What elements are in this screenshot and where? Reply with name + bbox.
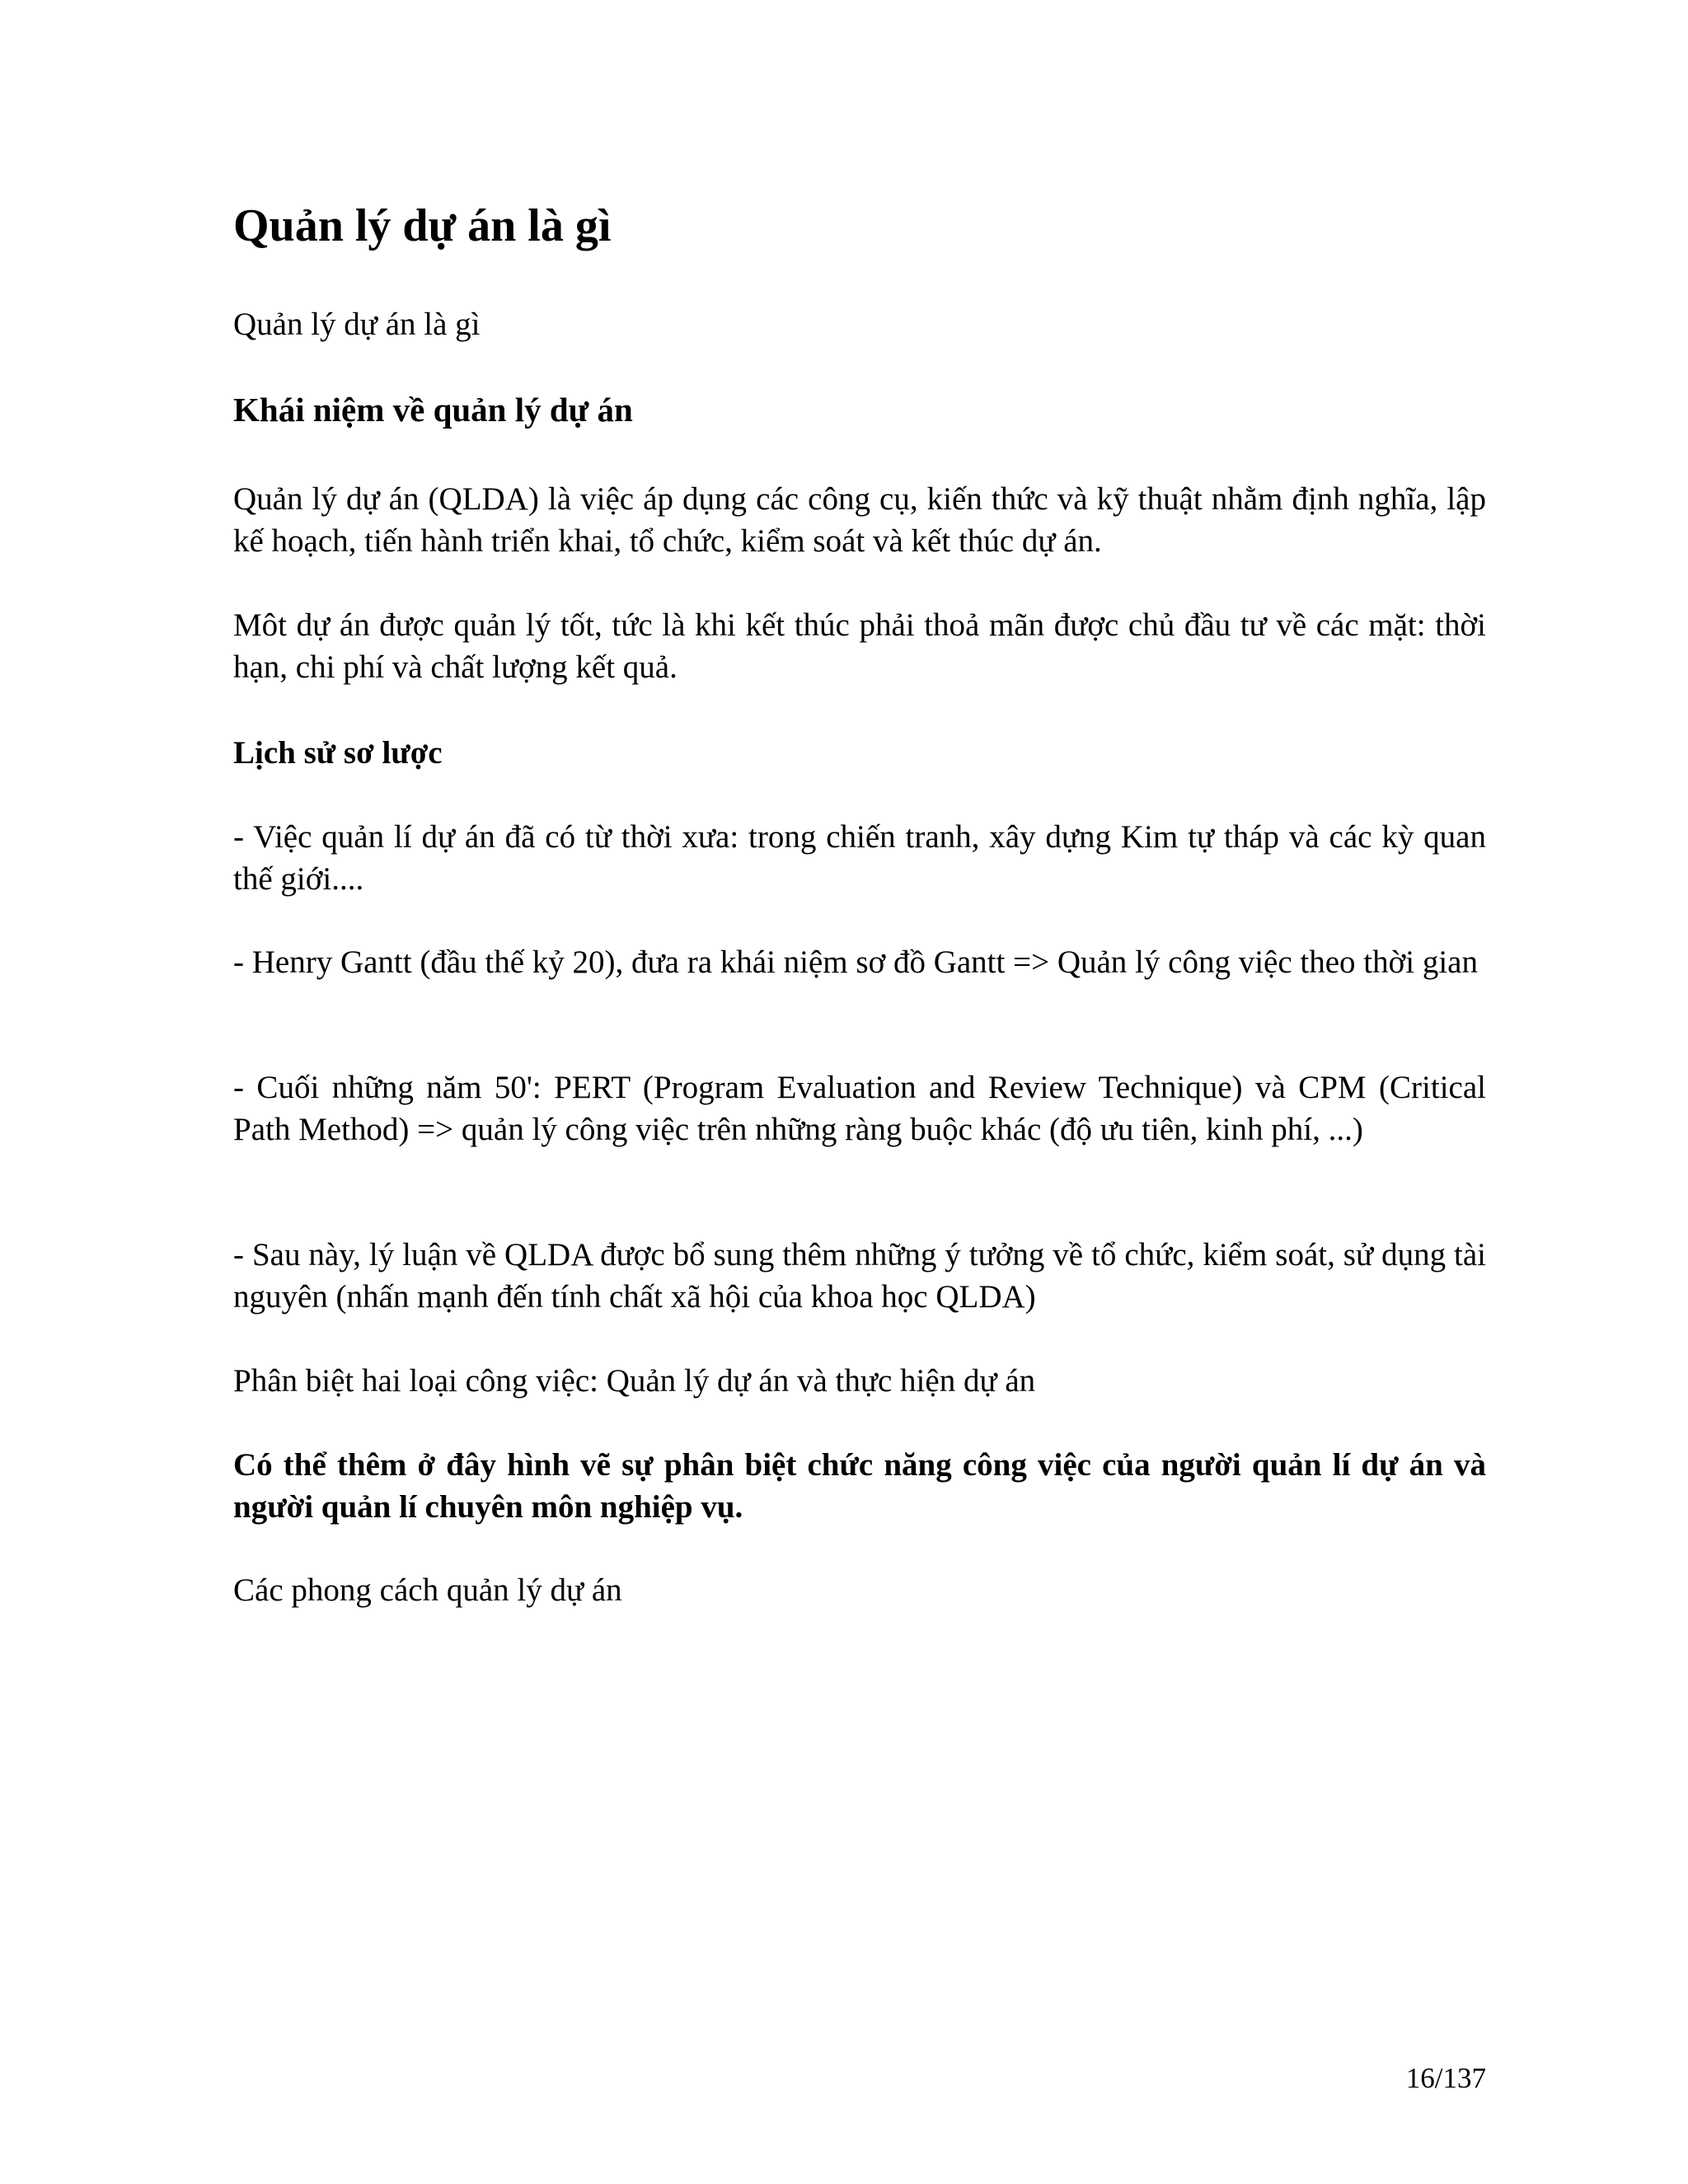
document-page	[233, 0, 1486, 2184]
section-heading: Khái niệm về quản lý dự án	[233, 391, 633, 429]
history-item-pert-cpm: - Cuối những năm 50': PERT (Program Evaluation and Review Technique) và CPM (Critical Path Method) => quản lý công việc trên những ràng buộc khác (độ ưu tiên, kinh phí, ...)	[233, 1070, 1486, 1147]
distinction-text: Phân biệt hai loại công việc: Quản lý dự án và thực hiện dự án	[233, 1363, 1036, 1399]
definition-paragraph: Quản lý dự án (QLDA) là việc áp dụng các công cụ, kiến thức và kỹ thuật nhằm định nghĩa, lập kế hoạch, tiến hành triển khai, tổ chức, kiểm soát và kết thúc dự án.	[233, 481, 1486, 559]
history-item-later: - Sau này, lý luận về QLDA được bổ sung thêm những ý tưởng về tổ chức, kiểm soát, sử dụng tài nguyên (nhấn mạnh đến tính chất xã hội của khoa học QLDA)	[233, 1237, 1486, 1315]
history-heading: Lịch sử sơ lược	[233, 735, 443, 771]
subtitle-text: Quản lý dự án là gì	[233, 307, 481, 342]
styles-text: Các phong cách quản lý dự án	[233, 1572, 622, 1608]
page-number: 16/137	[1405, 2062, 1486, 2094]
page-title: Quản lý dự án là gì	[233, 200, 612, 251]
history-item-ancient: - Việc quản lí dự án đã có từ thời xưa: trong chiến tranh, xây dựng Kim tự tháp và các kỳ quan thế giới....	[233, 819, 1486, 897]
history-item-gantt: - Henry Gantt (đầu thế kỷ 20), đưa ra khái niệm sơ đồ Gantt => Quản lý công việc theo thời gian	[233, 944, 1478, 980]
note-bold: Có thể thêm ở đây hình vẽ sự phân biệt chức năng công việc của người quản lí dự án và người quản lí chuyên môn nghiệp vụ.	[233, 1447, 1486, 1525]
good-project-paragraph: Môt dự án được quản lý tốt, tức là khi kết thúc phải thoả mãn được chủ đầu tư về các mặt: thời hạn, chi phí và chất lượng kết quả.	[233, 607, 1486, 685]
